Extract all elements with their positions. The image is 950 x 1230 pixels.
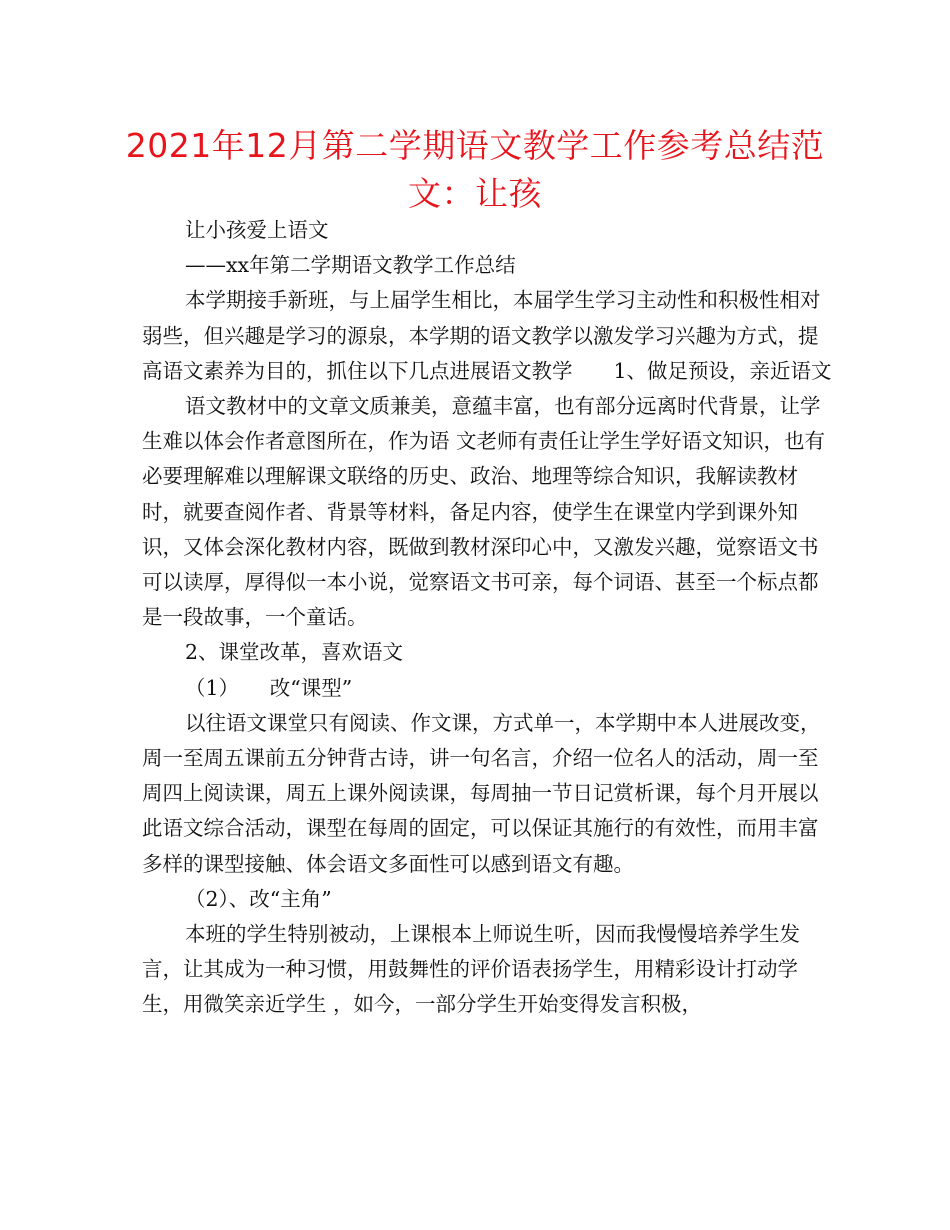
paragraph-subtitle-dash: ——xx年第二学期语文教学工作总结 [185, 253, 516, 278]
section-heading: 2、课堂改革，喜欢语文 [185, 640, 404, 665]
paragraph: 以往语文课堂只有阅读、作文课，方式单一，本学期中本人进展改变，周一至周五课前五分钟背古诗，讲一句名言，介绍一位名人的活动，周一至周四上阅读课，周五上课外阅读课，每周抽一节日记赏析课，每个月开展以此语文综合活动，课型在每周的固定，可以保证其施行的有效性，而用丰富多样的课型接触、体会语文多面性可以感到语文有趣。 [142, 710, 821, 876]
paragraph: 本学期接手新班，与上届学生相比，本届学生学习主动性和积极性相对弱些，但兴趣是学习的源泉，本学期的语文教学以激发学习兴趣为方式，提高语文素养为目的，抓住以下几点进展语文教学 1、做足预设，亲近语文 [142, 288, 832, 383]
document-body [142, 213, 832, 1023]
subsection-heading: （1） 改“课型” [185, 675, 353, 700]
document-title-line-2: 文：让孩 [408, 174, 542, 213]
paragraph-subtitle: 让小孩爱上语文 [185, 218, 329, 242]
subsection-heading: （2）、改“主角” [185, 886, 332, 911]
document-title-line-1: 2021年12月第二学期语文教学工作参考总结范 [125, 126, 825, 165]
paragraph: 本班的学生特别被动，上课根本上师说生听，因而我慢慢培养学生发言，让其成为一种习惯，用鼓舞性的评价语表扬学生，用精彩设计打动学生，用微笑亲近学生 ，如今，一部分学生开始变得发言积极， [142, 922, 800, 1017]
paragraph: 语文教材中的文章文质兼美，意蕴丰富，也有部分远离时代背景，让学生难以体会作者意图所在，作为语 文老师有责任让学生学好语文知识，也有必要理解难以理解课文联络的历史、政治、地理等综合知识，我解读教材时，就要查阅作者、背景等材料，备足内容，使学生在课堂内学到课外知识，又体会深化教材内容，既做到教材深印心中，又激发兴趣，觉察语文书可以读厚，厚得似一本小说，觉察语文书可亲，每个词语、甚至一个标点都是一段故事，一个童话。 [142, 394, 826, 630]
